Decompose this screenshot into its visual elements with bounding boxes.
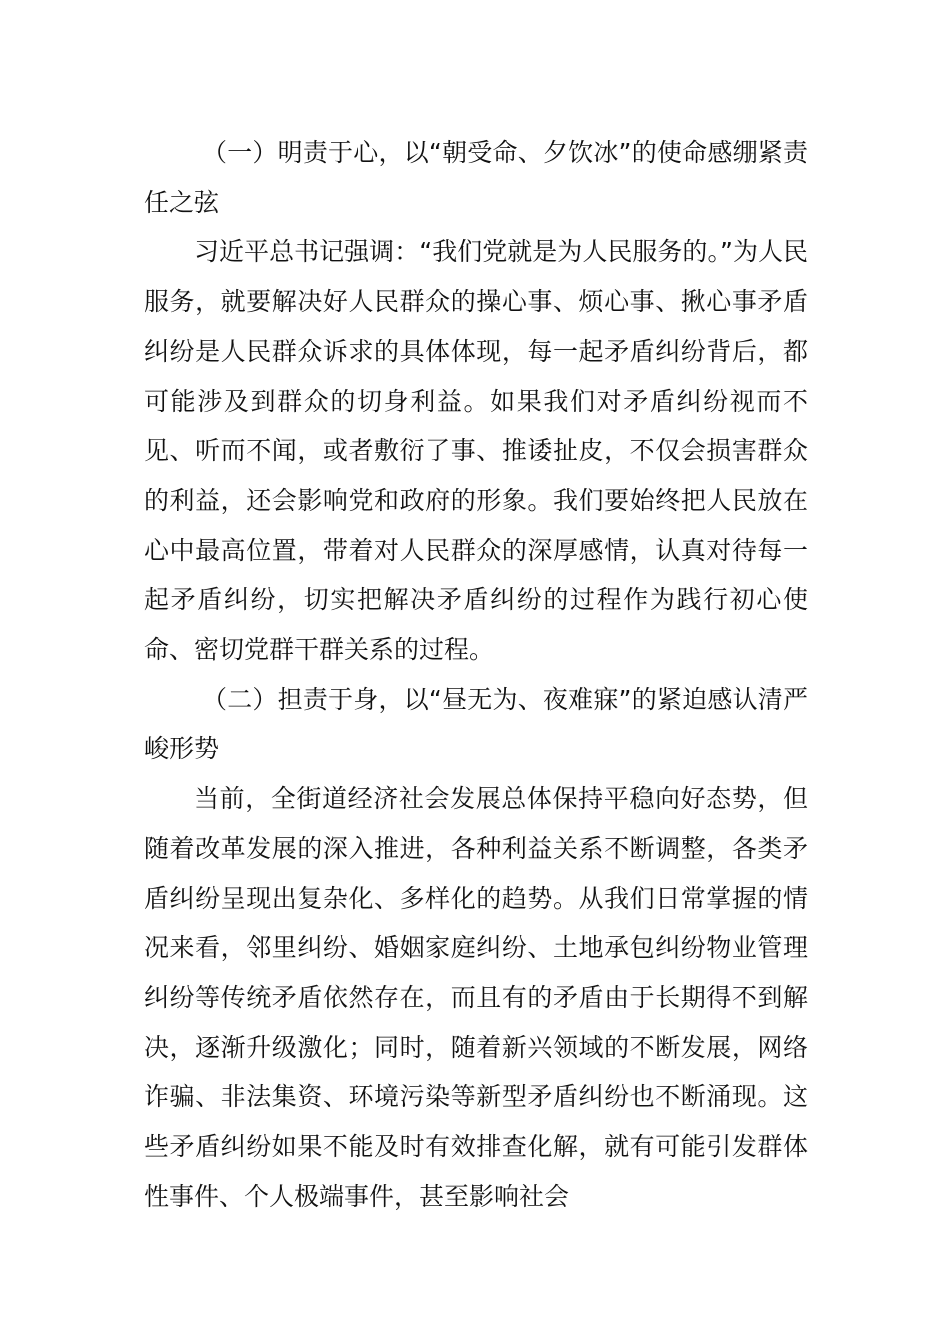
section-body-2: 当前，全街道经济社会发展总体保持平稳向好态势，但随着改革发展的深入推进，各种利益关系不断调整，各类矛盾纠纷呈现出复杂化、多样化的趋势。从我们日常掌握的情况来看，邻里纠纷、婚姻家庭纠纷、土地承包纠纷物业管理纠纷等传统矛盾依然存在，而且有的矛盾由于长期得不到解决，逐渐升级激化；同时，随着新兴领域的不断发展，网络诈骗、非法集资、环境污染等新型矛盾纠纷也不断涌现。这些矛盾纠纷如果不能及时有效排查化解，就有可能引发群体性事件、个人极端事件，甚至影响社会	[144, 784, 808, 1211]
section-body-1: 习近平总书记强调：“我们党就是为人民服务的。”为人民服务，就要解决好人民群众的操心事、烦心事、揪心事矛盾纠纷是人民群众诉求的具体体现，每一起矛盾纠纷背后，都可能涉及到群众的切身利益。如果我们对矛盾纠纷视而不见、听而不闻，或者敷衍了事、推诿扯皮，不仅会损害群众的利益，还会影响党和政府的形象。我们要始终把人民放在心中最高位置，带着对人民群众的深厚感情，认真对待每一起矛盾纠纷，切实把解决矛盾纠纷的过程作为践行初心使命、密切党群干群关系的过程。	[144, 237, 808, 665]
section-heading-2: （二）担责于身，以“昼无为、夜难寐”的紧迫感认清严峻形势	[144, 684, 808, 764]
document-body	[144, 128, 808, 1221]
section-heading-1: （一）明责于心，以“朝受命、夕饮冰”的使命感绷紧责任之弦	[144, 138, 808, 217]
